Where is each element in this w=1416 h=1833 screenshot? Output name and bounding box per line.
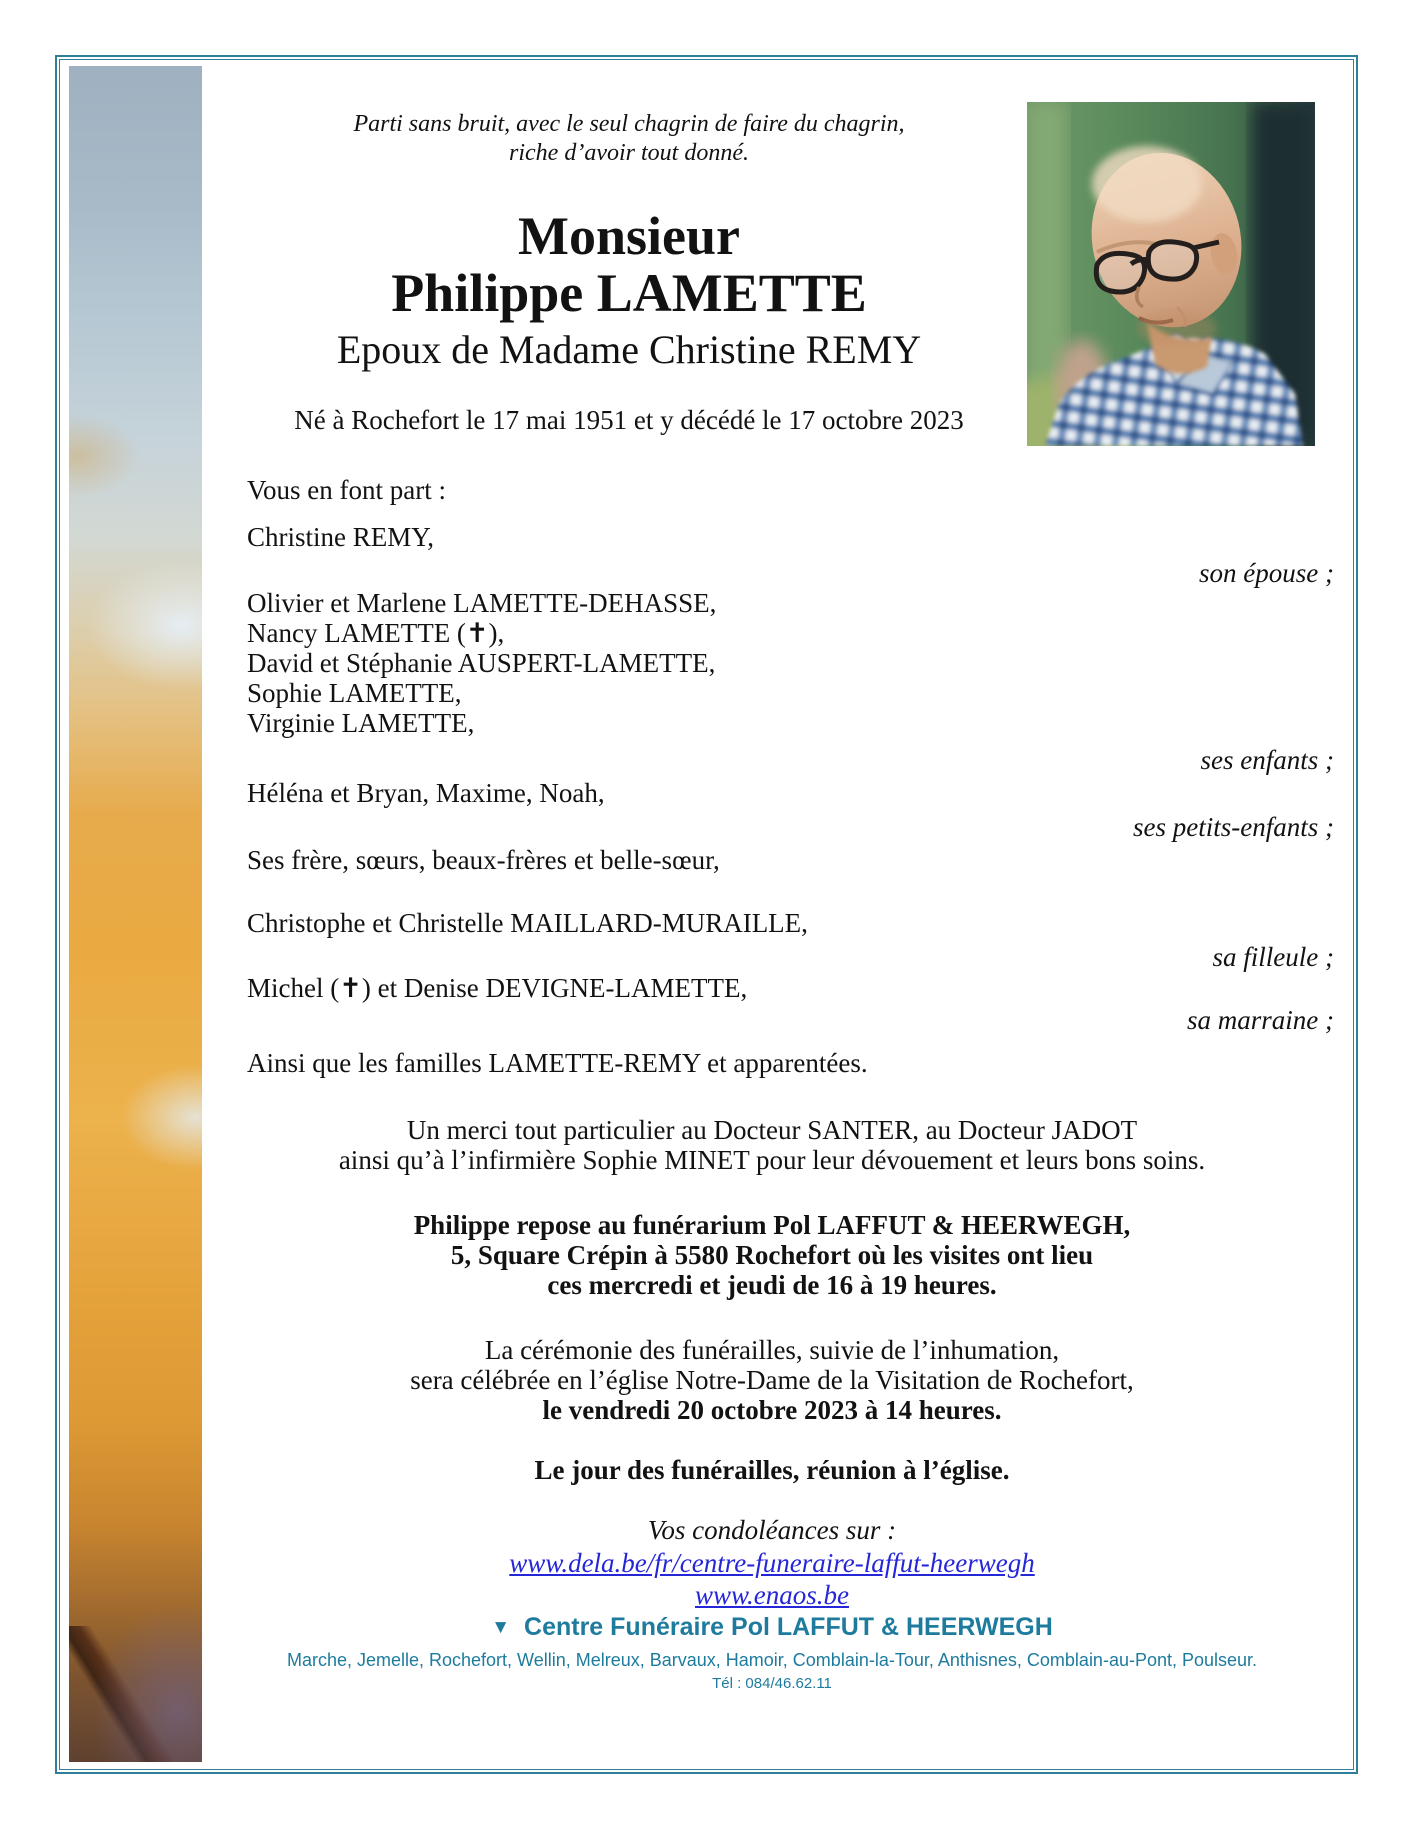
family-role-spouse: son épouse ;	[1199, 558, 1334, 588]
epitaph-line-1: Parti sans bruit, avec le seul chagrin de faire du chagrin,	[353, 111, 905, 137]
funeral-home-name: Centre Funéraire Pol LAFFUT & HEERWEGH	[524, 1613, 1053, 1641]
family-line: David et Stéphanie AUSPERT-LAMETTE,	[247, 648, 716, 678]
condolences-label: Vos condoléances sur :	[647, 1515, 897, 1545]
condolences-link-enaos[interactable]: www.enaos.be	[695, 1580, 849, 1610]
portrait-illustration	[1027, 102, 1315, 446]
title-monsieur: Monsieur	[518, 206, 740, 266]
family-line: Virginie LAMETTE,	[247, 708, 475, 738]
repose-line: Philippe repose au funérarium Pol LAFFUT & HEERWEGH,	[413, 1210, 1131, 1240]
family-role-goddaughter: sa filleule ;	[1212, 942, 1334, 972]
funeral-home-phone: Tél : 084/46.62.11	[712, 1675, 832, 1692]
deceased-name: Philippe LAMETTE	[391, 263, 867, 323]
family-line: Ses frère, sœurs, beaux-frères et belle-sœur,	[247, 845, 720, 875]
header-block	[202, 0, 1056, 437]
family-line: Olivier et Marlene LAMETTE-DEHASSE,	[247, 588, 717, 618]
family-line: Nancy LAMETTE (✝),	[247, 618, 505, 648]
thanks-line: Un merci tout particulier au Docteur SANTER, au Docteur JADOT	[406, 1115, 1138, 1145]
family-line: Michel (✝) et Denise DEVIGNE-LAMETTE,	[247, 973, 748, 1003]
birth-death-line: Né à Rochefort le 17 mai 1951 et y décédé le 17 octobre 2023	[294, 405, 964, 435]
funeral-home-cities: Marche, Jemelle, Rochefort, Wellin, Melreux, Barvaux, Hamoir, Comblain-la-Tour, Anthisnes, Comblain-au-Pont, Poulseur.	[286, 1650, 1258, 1670]
repose-line: ces mercredi et jeudi de 16 à 19 heures.	[547, 1270, 997, 1300]
announcement-body	[202, 475, 1342, 1695]
family-line: Christine REMY,	[247, 522, 435, 552]
portrait-photo	[1027, 102, 1315, 446]
family-role-godmother: sa marraine ;	[1187, 1005, 1334, 1035]
family-role-children: ses enfants ;	[1200, 745, 1334, 775]
funeral-home-brand	[202, 1610, 1342, 1647]
autumn-leaves-photo-strip	[69, 66, 202, 1762]
ceremony-line: sera célébrée en l’église Notre-Dame de la Visitation de Rochefort,	[410, 1365, 1134, 1395]
triangle-down-icon: ▼	[491, 1617, 511, 1638]
spouse-line: Epoux de Madame Christine REMY	[336, 327, 922, 372]
condolences-link-dela[interactable]: www.dela.be/fr/centre-funeraire-laffut-heerwegh	[509, 1548, 1035, 1578]
family-line: Sophie LAMETTE,	[247, 678, 462, 708]
announcement-intro: Vous en font part :	[247, 475, 446, 505]
ceremony-line: La cérémonie des funérailles, suivie de l’inhumation,	[484, 1335, 1060, 1365]
family-role-grandchildren: ses petits-enfants ;	[1133, 812, 1334, 842]
family-line: Héléna et Bryan, Maxime, Noah,	[247, 778, 605, 808]
reunion-line: Le jour des funérailles, réunion à l’église.	[534, 1455, 1010, 1485]
family-line: Christophe et Christelle MAILLARD-MURAILLE,	[247, 908, 808, 938]
epitaph-line-2: riche d’avoir tout donné.	[509, 140, 749, 166]
thanks-line: ainsi qu’à l’infirmière Sophie MINET pour leur dévouement et leurs bons soins.	[338, 1145, 1206, 1175]
repose-line: 5, Square Crépin à 5580 Rochefort où les visites ont lieu	[450, 1240, 1094, 1270]
epitaph	[202, 110, 1056, 168]
family-line-families: Ainsi que les familles LAMETTE-REMY et apparentées.	[247, 1048, 868, 1078]
ceremony-date-line: le vendredi 20 octobre 2023 à 14 heures.	[542, 1395, 1002, 1425]
